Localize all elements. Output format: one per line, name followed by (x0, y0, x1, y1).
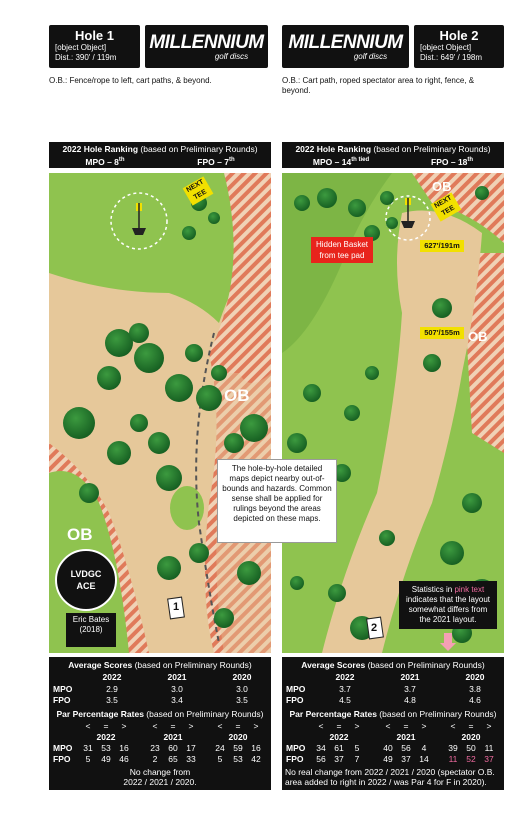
avg-value: 3.7 (404, 684, 416, 694)
year-header: 2021 (396, 732, 416, 742)
par-symbol-header: = (468, 721, 474, 731)
par-rates-title: Par Percentage Rates (based on Preliminary Rounds) (289, 709, 497, 719)
par-rate-value: 17 (186, 743, 196, 753)
par-rate-value: 49 (101, 754, 111, 764)
year-header: 2021 (163, 732, 183, 742)
hole1-ob-left-label: OB (67, 525, 93, 544)
hole1-next-tee-label: NEXT TEE (183, 176, 214, 205)
par-rate-value: 31 (83, 743, 93, 753)
par-rate-value: 7 (354, 754, 360, 764)
hole1-ranking-bar (49, 142, 271, 168)
hole1-info-box (49, 25, 140, 68)
mpo-label: MPO (286, 684, 306, 694)
ranking-title: 2022 Hole Ranking (295, 144, 372, 154)
year-header: 2022 (329, 732, 349, 742)
mpo-label: MPO (286, 743, 306, 753)
hole2-ob-note: O.B.: Cart path, roped spectator area to right, fence, & beyond. (282, 76, 475, 95)
avg-value: 4.8 (404, 695, 416, 705)
year-header: 2022 (102, 672, 122, 682)
par-symbol-header: < (450, 721, 456, 731)
hole2-footer-note: No real change from 2022 / 2021 / 2020 (spectator O.B. area added to right in 2022 / was Par 4 for F in 2020). (285, 767, 495, 787)
stats-pink-note: Statistics in pink text indicates that the layout somewhat differs from the 2021 layout. (399, 581, 497, 629)
hole2-stats (282, 657, 504, 790)
par-symbol-header: = (235, 721, 241, 731)
hole1-fpo-rank: FPO – 7th (197, 156, 235, 167)
par-rate-value: 46 (119, 754, 129, 764)
avg-scores-title: Average Scores (based on Preliminary Rounds) (301, 660, 485, 670)
hole1-par: [object Object] (55, 43, 107, 52)
ranking-title: 2022 Hole Ranking (62, 144, 139, 154)
hole2-ob-top-label: OB (432, 179, 452, 194)
par-rate-value: 59 (233, 743, 243, 753)
par-rate-value: 53 (101, 743, 111, 753)
par-rate-value: 42 (251, 754, 261, 764)
par-rate-value: 50 (466, 743, 476, 753)
hole2-tee-number: 2 (371, 622, 378, 634)
par-symbol-header: = (170, 721, 176, 731)
brand-sub: golf discs (353, 51, 388, 61)
avg-value: 4.6 (469, 695, 481, 705)
par-symbol-header: < (385, 721, 391, 731)
hole1-tee-number: 1 (173, 601, 180, 613)
avg-value: 3.7 (339, 684, 351, 694)
par-rate-value: 16 (119, 743, 129, 753)
hole2-mpo-rank: MPO – $14^{th tied}$ (312, 156, 370, 167)
year-header: 2022 (335, 672, 355, 682)
hole2-par: [object Object] (420, 43, 472, 52)
pink-arrow-head-icon (440, 643, 456, 651)
par-rate-value: 61 (334, 743, 344, 753)
par-rate-value: 5 (354, 743, 360, 753)
year-header: 2020 (228, 732, 248, 742)
par-symbol-header: > (486, 721, 492, 731)
par-symbol-header: > (188, 721, 194, 731)
par-rate-value: 65 (168, 754, 178, 764)
distance-marker-507: 507'/155m (420, 327, 464, 339)
hole1-distance: Dist.: 390' / 119m (55, 53, 117, 62)
mpo-label: MPO (53, 684, 73, 694)
hole1-map (49, 173, 271, 653)
hole2-ranking-bar (282, 142, 504, 168)
par-symbol-header: < (85, 721, 91, 731)
year-header: 2020 (461, 732, 481, 742)
avg-value: 3.0 (236, 684, 248, 694)
par-rate-value: 33 (186, 754, 196, 764)
year-header: 2021 (167, 672, 187, 682)
millennium-logo-2 (282, 25, 409, 68)
hole2-next-tee-label: NEXT TEE (431, 192, 462, 221)
hole2-distance: Dist.: 649' / 198m (420, 53, 482, 62)
par-rate-value: 56 (316, 754, 326, 764)
par-rate-value: 4 (421, 743, 427, 753)
par-rate-value: 37 (484, 754, 494, 764)
par-rate-value: 40 (383, 743, 393, 753)
ranking-subtitle: (based on Preliminary Rounds) (138, 144, 258, 154)
year-header: 2021 (400, 672, 420, 682)
avg-value: 3.5 (236, 695, 248, 705)
par-symbol-header: < (318, 721, 324, 731)
millennium-logo-1 (145, 25, 268, 68)
hole2-map (282, 173, 504, 653)
avg-value: 3.0 (171, 684, 183, 694)
avg-value: 3.4 (171, 695, 183, 705)
par-symbol-header: > (253, 721, 259, 731)
avg-value: 4.5 (339, 695, 351, 705)
par-rate-value: 24 (215, 743, 225, 753)
par-rate-value: 16 (251, 743, 261, 753)
hole1-mpo-rank: MPO – 8th (85, 156, 125, 167)
avg-scores-title: Average Scores (based on Preliminary Rounds) (68, 660, 252, 670)
par-symbol-header: > (421, 721, 427, 731)
par-rate-value: 11 (448, 754, 458, 764)
distance-marker-627: 627'/191m (420, 240, 464, 252)
year-header: 2020 (232, 672, 252, 682)
brand-name: MILLENNIUM (288, 31, 403, 53)
par-symbol-header: = (403, 721, 409, 731)
map-disclaimer-note: The hole-by-hole detailed maps depict nearby out-of-bounds and hazards. Common sense shall be applied for rulings beyond the areas depicted on these maps. (217, 459, 337, 543)
par-rate-value: 49 (383, 754, 393, 764)
hole2-title: Hole 2 (439, 28, 479, 43)
avg-value: 3.5 (106, 695, 118, 705)
avg-value: 2.9 (106, 684, 118, 694)
avg-value: 3.8 (469, 684, 481, 694)
fpo-label: FPO (286, 754, 304, 764)
ranking-subtitle: (based on Preliminary Rounds) (371, 144, 491, 154)
par-symbol-header: < (217, 721, 223, 731)
par-symbol-header: = (336, 721, 342, 731)
par-symbol-header: = (103, 721, 109, 731)
hole2-fpo-rank: FPO – 18th (431, 156, 474, 167)
par-symbol-header: > (121, 721, 127, 731)
par-rates-title: Par Percentage Rates (based on Preliminary Rounds) (56, 709, 264, 719)
par-rate-value: 37 (334, 754, 344, 764)
par-symbol-header: > (354, 721, 360, 731)
logo-credit: Eric Bates (2018) (66, 613, 116, 647)
par-rate-value: 5 (217, 754, 223, 764)
par-rate-value: 53 (233, 754, 243, 764)
hole1-ob-right-label: OB (224, 386, 250, 405)
brand-sub: golf discs (214, 51, 249, 61)
par-rate-value: 2 (152, 754, 158, 764)
par-rate-value: 56 (401, 743, 411, 753)
par-rate-value: 14 (419, 754, 429, 764)
hole1-stats (49, 657, 271, 790)
hole1-title: Hole 1 (74, 28, 114, 43)
par-rate-value: 34 (316, 743, 326, 753)
lvdgc-ace-logo: LVDGC ACE (55, 549, 117, 611)
par-rate-value: 37 (401, 754, 411, 764)
par-symbol-header: < (152, 721, 158, 731)
hole2-ob-right-label: OB (468, 329, 488, 344)
par-rate-value: 39 (448, 743, 458, 753)
par-rate-value: 23 (150, 743, 160, 753)
par-rate-value: 5 (85, 754, 91, 764)
fpo-label: FPO (286, 695, 304, 705)
hidden-basket-note: Hidden Basket from tee pad (311, 237, 373, 263)
fpo-label: FPO (53, 695, 71, 705)
par-rate-value: 60 (168, 743, 178, 753)
brand-name: MILLENNIUM (149, 31, 264, 53)
par-rate-value: 11 (484, 743, 494, 753)
year-header: 2022 (96, 732, 116, 742)
fpo-label: FPO (53, 754, 71, 764)
mpo-label: MPO (53, 743, 73, 753)
hole2-info-box (414, 25, 504, 68)
year-header: 2020 (465, 672, 485, 682)
hole1-ob-note: O.B.: Fence/rope to left, cart paths, & beyond. (49, 76, 212, 85)
par-rate-value: 52 (466, 754, 476, 764)
hole1-footer-note: No change from 2022 / 2021 / 2020. (123, 767, 197, 787)
